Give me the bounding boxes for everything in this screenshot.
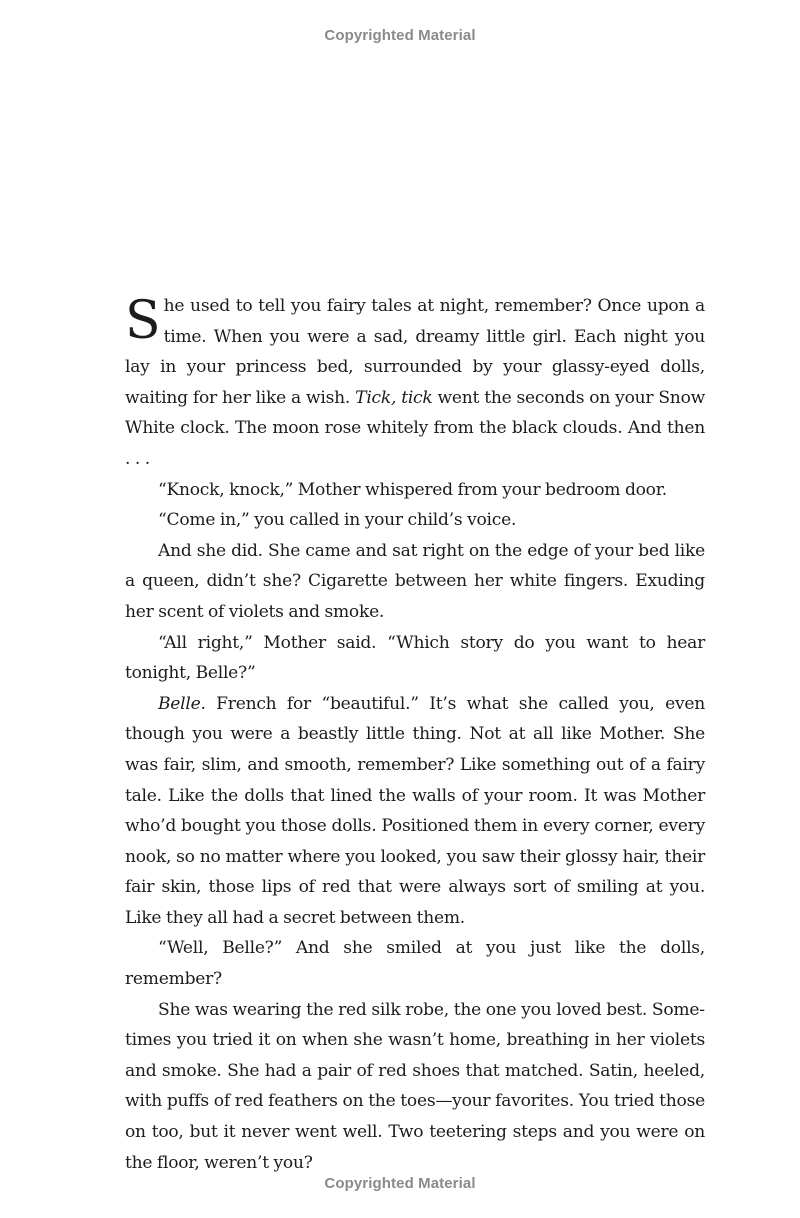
paragraph-1 xyxy=(125,291,705,475)
paragraph-6-italic: Belle xyxy=(158,693,201,714)
paragraph-5: “All right,” Mother said. “Which story do you want to hear tonight, Belle?” xyxy=(125,632,705,684)
paragraph-6-text: . French for “beautiful.” It’s what she called you, even though you were a beastly little thing. Not at all like Mother. She was fair, slim, and smooth, remember? Like something out of a fairy tale. Like the dolls that lined the walls of your room. It was Mother who’d bought you those dolls. Positioned them in every corner, every nook, so no matter where you looked, you saw their glossy hair, their fair skin, those lips of red that were always sort of smiling at you. Like they all had a secret between them. xyxy=(125,693,705,928)
copyright-watermark-bottom: Copyrighted Material xyxy=(324,1175,476,1192)
paragraph-7: “Well, Belle?” And she smiled at you just like the dolls, remember? xyxy=(125,938,705,990)
paragraph-6 xyxy=(125,689,705,934)
paragraph-1-italic: Tick, tick xyxy=(355,387,433,408)
paragraph-1-text: he used to tell you fairy tales at night, remember? Once upon a time. When you were a sad, dreamy little girl. Each night you lay in your princess bed, surrounded by your glassy-eyed dolls, waiting for her like a wish. xyxy=(125,296,705,408)
paragraph-8: She was wearing the red silk robe, the one you loved best. Sometimes you tried it on when she wasn’t home, breathing in her violets and smoke. She had a pair of red shoes that matched. Satin, heeled, with puffs of red feathers on the toes—your favorites. You tried those on too, but it never went well. Two teetering steps and you were on the floor, weren’t you? xyxy=(125,999,705,1173)
drop-cap: S xyxy=(125,291,161,351)
paragraph-3: “Come in,” you called in your child’s voice. xyxy=(158,510,517,531)
paragraph-4: And she did. She came and sat right on the edge of your bed like a queen, didn’t she? Cigarette between her white fingers. Exuding her scent of violets and smoke. xyxy=(125,540,705,622)
paragraph-2: “Knock, knock,” Mother whispered from your bedroom door. xyxy=(158,479,667,500)
paragraph-1-end: went the seconds on your Snow White clock. The moon rose whitely from the black clouds. And then . . . xyxy=(125,387,705,469)
copyright-watermark-top: Copyrighted Material xyxy=(324,27,476,44)
body-text xyxy=(125,291,705,1178)
